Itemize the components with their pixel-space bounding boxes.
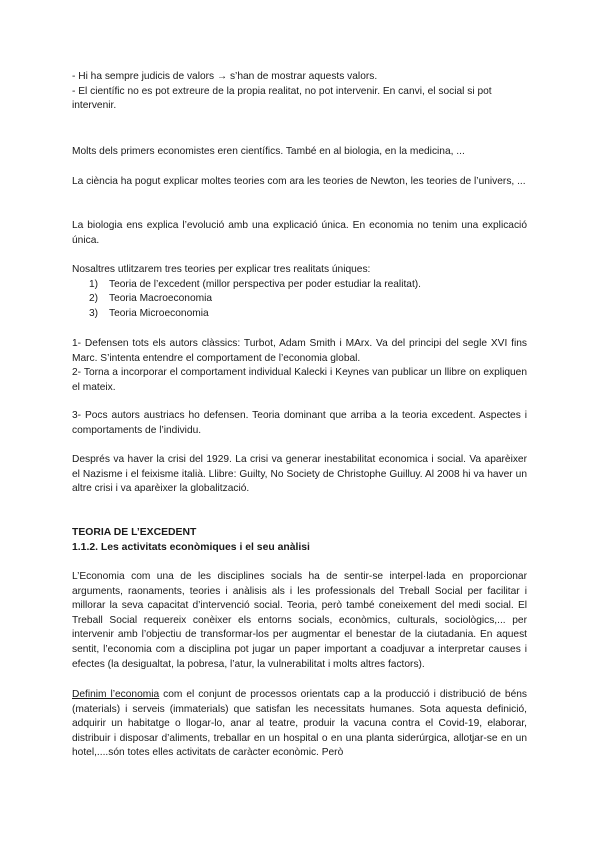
paragraph-economy: L’Economia com una de les disciplines socials ha de sentir-se interpel·lada en proporcionar arguments, raonaments, teories i anàlisis als i les professionals del Treball Social per facilitar i millorar la seva capacitat d’intervenció social. Teoria, però també coneixement del medi social. El Treball Social requereix conèixer els entorns socials, econòmics, culturals, sociològics,... per intervenir amb l’objectiu de transformar-los per augmentar el benestar de la ciutadania. En aquest sentit, l’economia com a disciplina pot jugar un paper important a coadjuvar a interpretar causes i efectes (la desigualtat, la pobresa, l’atur, la vulnerabilitat i molts altres factors).: [72, 571, 527, 670]
intro-bullets: [72, 70, 527, 114]
definition-text: com el conjunt de processos orientats cap a la producció i distribució de béns (materials) i serveis (immaterials) que satisfan les necessitats humanes. Sota aquesta definició, adquirir un habitatge o llogar-lo, anar al teatre, produir la vacuna contra el Covid-19, elaborar, distribuir i disposar d’aliments, treballar en un hospital o en una planta siderúrgica, allotjar-se en un hotel,....són totes elles activitats de caràcter econòmic. Però: [72, 689, 528, 759]
section-subtitle: 1.1.2. Les activitats econòmiques i el seu anàlisi: [72, 541, 310, 553]
section-heading: [72, 526, 527, 555]
paragraph-science: La ciència ha pogut explicar moltes teories com ara les teories de Newton, les teories de l’univers, ...: [72, 176, 526, 187]
theories-section: [72, 263, 527, 321]
paragraph-biology: La biologia ens explica l’evolució amb una explicació única. En economia no tenim una explicació única.: [72, 220, 527, 246]
paragraph-theories-1-2: 1- Defensen tots els autors clàssics: Turbot, Adam Smith i MArx. Va del principi del segle XVI fins Marc. S’intenta entendre el comportament de l’economia global. 2- Torna a incorporar el comportament individual Kalecki i Keynes van publicar un llibre on expliquen el mateix.: [72, 338, 527, 393]
paragraph-theory-3: 3- Pocs autors austriacs ho defensen. Teoria dominant que arriba a la teoria excedent. Aspectes i comportaments de l’individu.: [72, 410, 527, 436]
list-item: 1) Teoria de l’excedent (millor perspectiva per poder estudiar la realitat).: [89, 278, 422, 290]
list-item: 3) Teoria Microeconomia: [89, 307, 209, 319]
bullet-scientist: - El científic no es pot extreure de la propia realitat, no pot intervenir. En canvi, el social si pot intervenir.: [72, 85, 492, 112]
paragraph-scientists: Molts dels primers economistes eren científics. També en al biologia, en la medicina, ...: [72, 146, 465, 157]
definition-term: Definim l’economia: [72, 689, 160, 700]
theories-intro: Nosaltres utlitzarem tres teories per explicar tres realitats úniques:: [72, 264, 371, 275]
theories-list: [72, 278, 527, 322]
bullet-values: - Hi ha sempre judicis de valors → s’han de mostrar aquests valors.: [72, 71, 378, 82]
list-item: 2) Teoria Macroeconomia: [89, 293, 213, 305]
section-title: TEORIA DE L’EXCEDENT: [72, 527, 197, 538]
paragraph-crisis: Després va haver la crisi del 1929. La crisi va generar inestabilitat economica i social. Va aparèixer el Nazisme i el feixisme italià. Llibre: Guilty, No Society de Christophe Guilluy. Al 2008 hi va haver un altre crisi i va aparèixer la globalització.: [72, 454, 527, 495]
paragraph-definition: [72, 688, 527, 761]
